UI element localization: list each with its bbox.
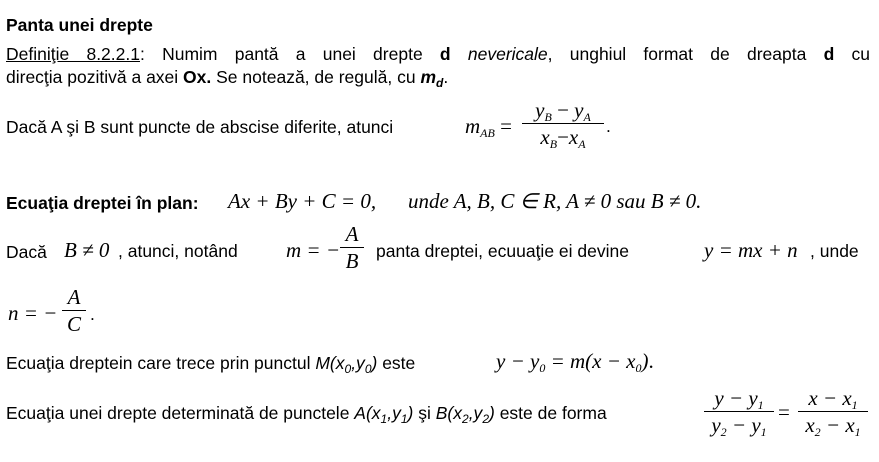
slope-form-text-d: , unde [810, 241, 859, 261]
slope-form-eq: y = mx + n [704, 238, 798, 262]
point-slope-formula: $y - y_0 = m(x - x_0)$. [496, 349, 654, 375]
definition-text: direcţia pozitivă a axei [6, 67, 184, 87]
fraction-numerator: $y - y_1$ [714, 386, 764, 412]
n-def-lhs: n = − [8, 301, 58, 325]
n-def-fraction [62, 285, 86, 336]
slope-line-text: Dacă A şi B sunt puncte de abscise diferite, atunci [6, 117, 394, 137]
slope-fraction [522, 98, 604, 149]
general-eq-label: Ecuaţia dreptei în plan: [6, 193, 199, 213]
definition-text: , unghiul format de dreapta [547, 44, 824, 64]
definition-text: cu [834, 44, 870, 64]
definition-line-2 [6, 66, 448, 88]
point-m: $M(x_0,y_0)$ [315, 353, 378, 376]
fraction-numerator: A [345, 222, 359, 246]
page-title: Panta unei drepte [6, 15, 153, 35]
fraction-numerator: $x - x_1$ [808, 386, 858, 412]
fraction-bar [340, 247, 364, 248]
slope-form-text-c: panta dreptei, ecuuaţie ei devine [376, 241, 629, 261]
two-points-eq: = [778, 400, 790, 424]
fraction-denominator: C [66, 312, 81, 336]
slope-form-cond: B ≠ 0 [64, 238, 110, 262]
point-slope-line: Ecuaţia dreptein care trece prin punctul $M(x_0,y_0)$ este [6, 353, 416, 376]
symbol-d: d [823, 44, 835, 64]
definition-text: Se notează, de regulă, cu [211, 67, 421, 87]
fraction-denominator: $x_2 - x_1$ [805, 413, 861, 439]
general-eq-formula: Ax + By + C = 0, [228, 189, 377, 213]
general-eq-condition: unde A, B, C ∈ R, A ≠ 0 sau B ≠ 0. [408, 189, 702, 213]
slope-form-fraction [340, 222, 364, 273]
fraction-bar [62, 310, 86, 311]
slope-numerator: $y_B - y_A$ [535, 98, 591, 124]
fraction-numerator: A [67, 285, 81, 309]
fraction-denominator: $y_2 - y_1$ [711, 413, 767, 439]
definition-text: : Numim pantă a unei drepte [139, 44, 440, 64]
fraction-bar [522, 123, 604, 124]
fraction-denominator: B [345, 249, 359, 273]
definition-text: . [443, 67, 449, 87]
emphasis-word: nevericale [467, 44, 548, 64]
n-def-end: . [90, 304, 95, 324]
symbol-d: d [439, 44, 451, 64]
slope-form-text-a: Dacă [6, 242, 47, 262]
two-points-line: Ecuaţia unei drepte determinată de punctele $A(x_1,y_1)$ şi $B(x_2,y_2)$ este de forma [6, 403, 607, 426]
definition-label: Definiţie 8.2.2.1 [6, 44, 140, 64]
slope-form-m-eq: m = − [286, 238, 341, 262]
point-b: $B(x_2,y_2)$ [435, 403, 495, 426]
slope-lhs: $m_{AB}$ = [465, 114, 512, 140]
slope-denominator: $x_B-x_A$ [540, 125, 586, 151]
slope-end: . [606, 116, 611, 136]
definition-line-1 [6, 43, 870, 65]
two-points-fraction-1 [704, 386, 774, 437]
two-points-fraction-2 [798, 386, 868, 437]
slope-form-text-b: , atunci, notând [118, 241, 238, 261]
point-a: $A(x_1,y_1)$ [354, 403, 414, 426]
symbol-md: $m_d$ [420, 67, 444, 90]
axis-ox: Ox. [183, 67, 212, 87]
